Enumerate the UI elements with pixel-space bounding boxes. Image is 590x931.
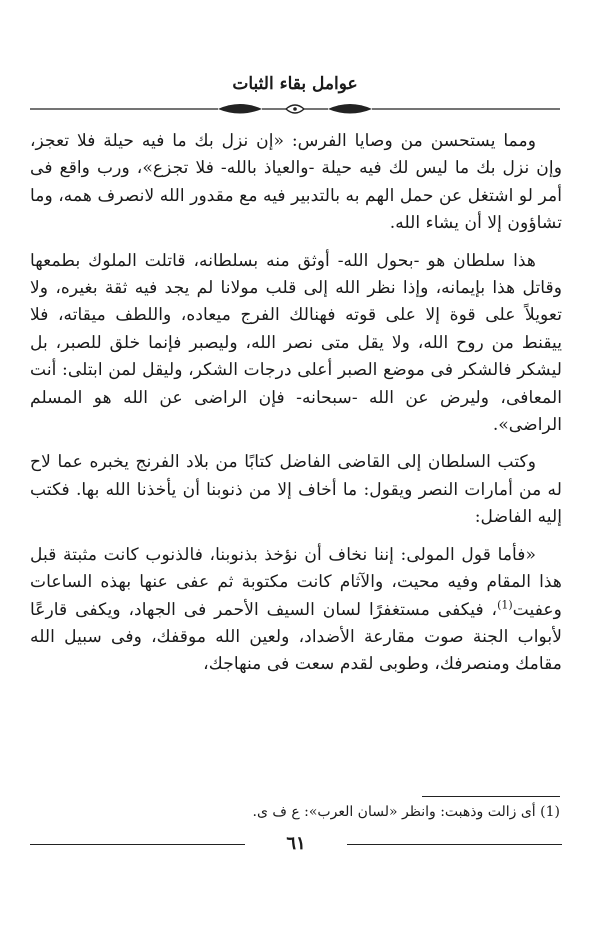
running-header <box>30 72 560 122</box>
footer-rule-left <box>30 844 245 845</box>
header-ornament-rule <box>30 100 560 118</box>
footnote-marker[interactable]: (1) <box>497 597 513 611</box>
paragraph: وكتب السلطان إلى القاضى الفاضل كتابًا من بلاد الفرنج يخبره عما لاح له من أمارات النصر ويقول: ما أخاف إلا من ذنوبنا أن يأخذنا الله بها. فكتب إليه الفاضل: <box>30 452 562 528</box>
paragraph <box>30 542 562 679</box>
footnote: (1) أى زالت وذهبت: وانظر «لسان العرب»: ع ف ى. <box>252 804 560 820</box>
footer-rule-right <box>347 844 562 845</box>
page-footer <box>30 830 562 860</box>
main-text <box>30 128 562 679</box>
page-number: ٦١ <box>286 833 306 854</box>
paragraph-text: «فأما قول المولى: إننا نخاف أن نؤخذ بذنوبنا، فالذنوب كانت مثبتة قبل هذا المقام وفيه محيت، والآثام كانت مكتوبة ثم عفى عنها بهذه الساعات وعفيت <box>30 544 562 620</box>
paragraph: هذا سلطان هو -بحول الله- أوثق منه بسلطانه، قاتلت الملوك بطمعها وقاتل هذا بإيمانه، وإذا نظر الله إلى قلب مولانا لم يجد فيه ثقة بغيره، ولا تعويلاً على قوة إلا على قوته فهنالك الفرج ميعاده، واللطف ميقاته، فلا ييقنط من روح الله، ولا يقل متى نصر الله، وليصبر فإنما خلق للصبر، بل ليشكر فالشكر فى موضع الصبر أعلى درجات الشكر، وليقل لمن ابتلى: أنت المعافى، وليرض عن الله -سبحانه- فإن الراضى عن الله هو المسلم الراضى». <box>30 250 562 436</box>
paragraph-text: ، فيكفى مستغفرًا لسان السيف الأحمر فى الجهاد، ويكفى قارعًا لأبواب الجنة صوت مقارعة الأضداد، ولعين الله موقفك، وفى سبيل الله مقامك ومنصرفك، وطوبى لقدم سعت فى منهاجك، <box>30 599 562 675</box>
footnote-divider <box>422 796 560 797</box>
running-header-title: عوامل بقاء الثبات <box>232 74 358 94</box>
paragraph: ومما يستحسن من وصايا الفرس: «إن نزل بك ما فيه حيلة فلا تعجز، وإن نزل بك ما ليس لك فيه حيلة -والعياذ بالله- فلا تجزع»، ورب واقع فى أمر لو اشتغل عن حمل الهم به بالتدبير فيه مع مقدور الله لانصرف همه، وما تشاؤون إلا أن يشاء الله. <box>30 131 562 234</box>
